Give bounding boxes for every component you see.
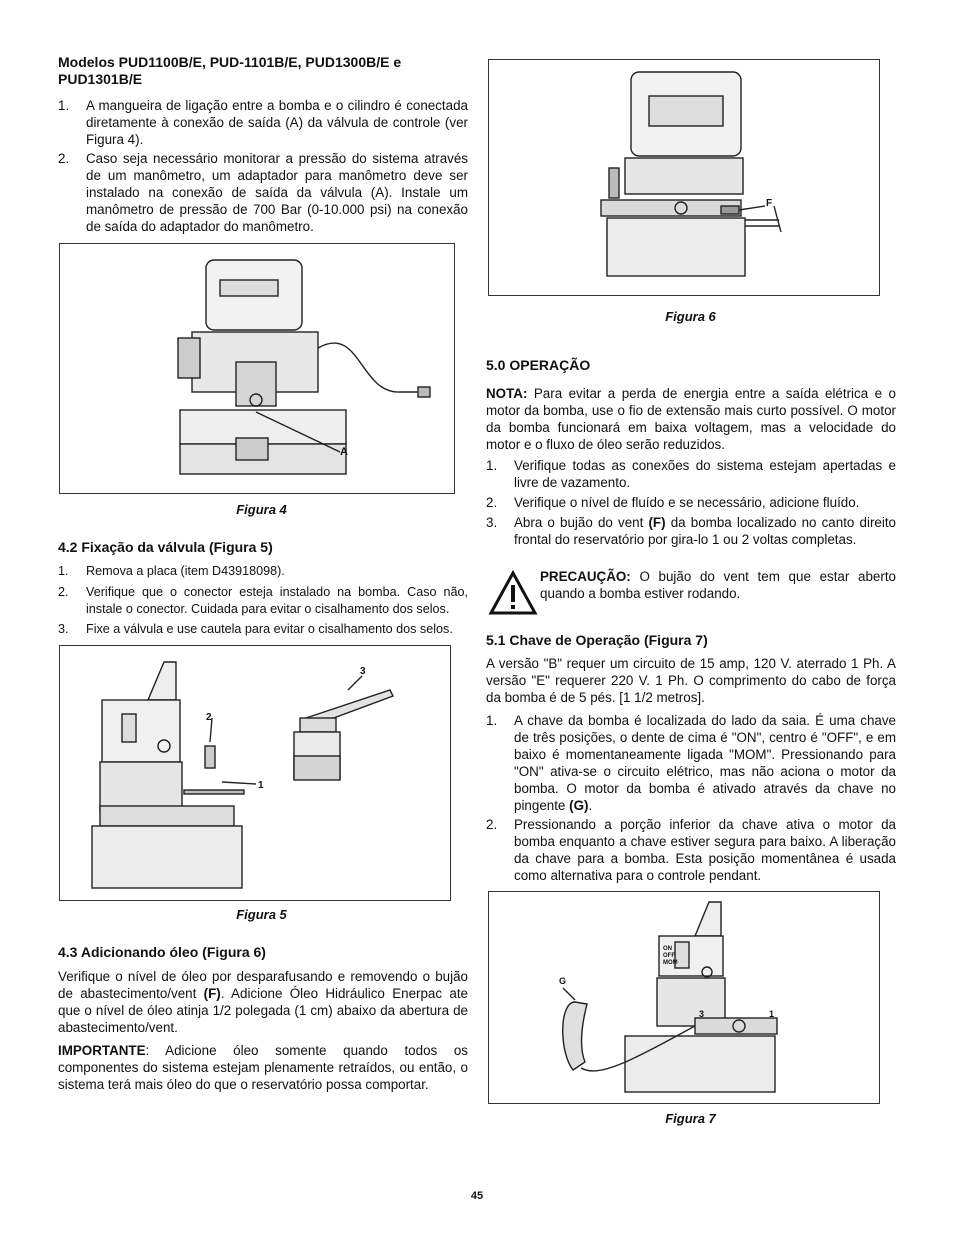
list-item: 3. Fixe a válvula e use cautela para evitar o cisalhamento dos selos. [58,622,453,636]
figure-6-caption: Figura 6 [665,309,716,324]
caution-text: PRECAUÇÃO: O bujão do vent tem que estar aberto quando a bomba estiver rodando. [540,569,896,601]
pump-illustration-fig6 [489,60,879,295]
pump-illustration-fig4 [60,244,454,493]
label-3: 3 [360,666,366,677]
list-item: 1. Verifique todas as conexões do sistema estejam apertadas e livre de vazamento. [486,458,896,490]
pump-valve-illustration-fig5 [60,646,450,900]
list-item: 2. Pressionando a porção inferior da chave ativa o motor da bomba enquanto a chave estiver segura para baixo. A liberação da chave para a bomba. Esta posição momentânea é usada como alternativa para o controle pendant. [486,817,896,883]
list-item: 2. Caso seja necessário monitorar a pressão do sistema através de um manômetro, um adaptador para manômetro deve ser instalado na conexão de saída da válvula (A). Instale um manômetro de pressão de 700 Bar (0-10.000 psi) na conexão de saída do adaptador do manômetro. [58,151,468,234]
caution-block [486,568,896,616]
heading-4-3: 4.3 Adicionando óleo (Figura 6) [58,944,266,960]
figure-4-caption: Figura 4 [236,502,287,517]
label-2: 2 [206,712,212,723]
pump-pendant-illustration-fig7 [489,892,879,1103]
figure-4 [59,243,455,494]
paragraph-versions: A versão "B" requer um circuito de 15 amp, 120 V. aterrado 1 Ph. A versão "E" requerer 220 V. 1 Ph. O comprimento do cabo de força da bomba é de 5 pés. [1 1/2 metros]. [486,656,896,705]
list-item: 3. Abra o bujão do vent (F) da bomba localizado no canto direito frontal do reservatório por gira-lo 1 ou 2 voltas completas. [486,515,896,547]
figure-5-caption: Figura 5 [236,907,287,922]
paragraph-nota: NOTA: Para evitar a perda de energia entre a saída elétrica e o motor da bomba, use o fio de extensão mais curto possível. O motor da bomba funcionará em baixa voltagem, mas a velocidade do motor e o fluxo de óleo serão reduzidos. [486,386,896,452]
label-1: 1 [258,780,264,791]
label-a: A [340,446,348,458]
heading-5-1: 5.1 Chave de Operação (Figura 7) [486,632,708,648]
list-item: 2. Verifique o nível de fluído e se necessário, adicione fluído. [486,495,860,510]
figure-7-caption: Figura 7 [665,1111,716,1126]
paragraph-important: IMPORTANTE: Adicione óleo somente quando todos os componentes do sistema estejam plenamente retraídos, ou então, o sistema terá mais óleo do que o reservatório possa comportar. [58,1043,468,1092]
list-item: 2. Verifique que o conector esteja instalado na bomba. Caso não, instale o conector. Cuidada para evitar o cisalhamento dos selos. [58,585,468,616]
figure-6 [488,59,880,296]
paragraph-oil-level: Verifique o nível de óleo por desparafusando e removendo o bujão de abastecimento/vent (F). Adicione Óleo Hidráulico Enerpac ate que o nível de óleo atinja 1/2 polegada (1 cm) abaixo da abertura de abastecimento/vent. [58,969,468,1035]
section-title-models: Modelos PUD1100B/E, PUD-1101B/E, PUD1300B/E e PUD1301B/E [58,54,402,87]
page-number: 45 [470,1190,484,1202]
heading-5-0: 5.0 OPERAÇÃO [486,357,591,373]
label-g: G [559,976,567,986]
switch-labels: ON OFF MOM [663,946,678,966]
figure-5 [59,645,451,901]
list-item: 1. A chave da bomba é localizada do lado da saia. É uma chave de três posições, o dente de cima é "ON", centro é "OFF", e em baixo é momentaneamente ligada "MOM". Pressionando para "ON" ativa-se o circuito elétrico, mas não aciona o motor da bomba. O motor da bomba é ativado através da chave no pingente (G). [486,713,896,813]
label-3: 3 [699,1009,705,1019]
list-item: 1. Remova a placa (item D43918098). [58,564,285,578]
warning-triangle-icon [488,570,538,616]
label-1: 1 [769,1009,775,1019]
list-item: 1. A mangueira de ligação entre a bomba e o cilindro é conectada diretamente à conexão de saída (A) da válvula de controle (ver Figura 4). [58,98,468,147]
label-f: F [766,198,773,209]
figure-7 [488,891,880,1104]
heading-4-2: 4.2 Fixação da válvula (Figura 5) [58,539,273,555]
